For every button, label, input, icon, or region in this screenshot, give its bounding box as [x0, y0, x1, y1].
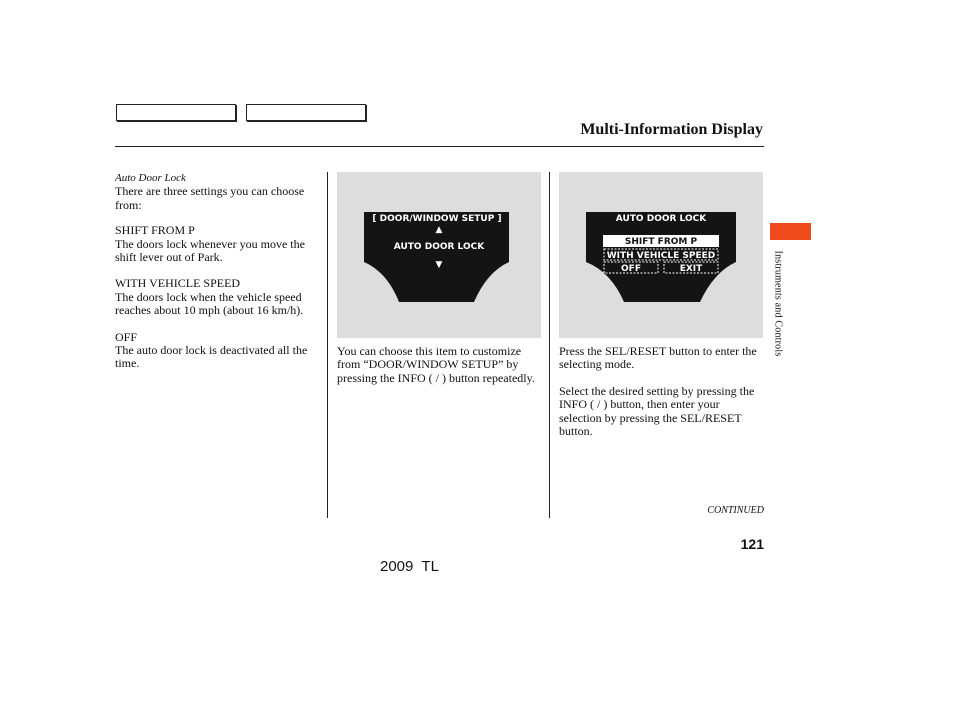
- option-with-vehicle-speed-desc: The doors lock when the vehicle speed reaches about 10 mph (about 16 km/h).: [115, 289, 304, 318]
- column-2-text: [337, 345, 539, 385]
- instruction-sel-reset: Press the SEL/RESET button to enter the selecting mode.: [559, 344, 757, 372]
- lcd1-line1: [ DOOR/WINDOW SETUP ]: [372, 214, 502, 224]
- arrow-down-icon: ▼: [435, 260, 443, 270]
- lcd-screen-1: [337, 172, 541, 338]
- section-label: Instruments and Controls: [772, 250, 784, 357]
- header-rule: [115, 146, 764, 147]
- arrow-up-icon: ▲: [435, 225, 443, 235]
- option-off-name: OFF: [115, 329, 138, 344]
- page-title: Multi-Information Display: [580, 121, 763, 138]
- page-number: 121: [740, 536, 764, 552]
- column-auto-door-lock: [115, 172, 320, 371]
- lcd1-line2: AUTO DOOR LOCK: [393, 242, 485, 252]
- lcd2-line1: AUTO DOOR LOCK: [615, 214, 707, 224]
- display-illustration-2: [559, 172, 763, 338]
- option-with-vehicle-speed-name: WITH VEHICLE SPEED: [115, 276, 241, 291]
- lcd2-option-exit: EXIT: [679, 264, 703, 274]
- lcd2-option-with-vehicle-speed: WITH VEHICLE SPEED: [606, 251, 716, 261]
- section-heading: Auto Door Lock: [115, 172, 186, 184]
- header-tab-box-1: [116, 104, 236, 121]
- intro-text: There are three settings you can choose from:: [115, 184, 305, 212]
- model-label: 2009 TL: [380, 558, 439, 575]
- column-divider-2: [549, 172, 550, 518]
- continued-label: CONTINUED: [707, 505, 764, 516]
- column-divider-1: [327, 172, 328, 518]
- lcd2-option-off: OFF: [621, 264, 641, 274]
- lcd-screen-2: [559, 172, 763, 338]
- column-3-text: [559, 345, 765, 438]
- option-shift-from-p-name: SHIFT FROM P: [115, 223, 195, 238]
- lcd2-option-shift-from-p: SHIFT FROM P: [624, 237, 698, 247]
- option-off-desc: The auto door lock is deactivated all the time.: [115, 343, 308, 371]
- instruction-select-setting: Select the desired setting by pressing the INFO ( / ) button, then enter your selection by pressing the SEL/RESET button.: [559, 383, 755, 439]
- instruction-customize: You can choose this item to customize from “DOOR/WINDOW SETUP” by pressing the INFO ( / ) button repeatedly.: [337, 344, 535, 385]
- option-shift-from-p-desc: The doors lock whenever you move the shift lever out of Park.: [115, 236, 305, 265]
- display-illustration-1: [337, 172, 541, 338]
- header-tab-box-2: [246, 104, 366, 121]
